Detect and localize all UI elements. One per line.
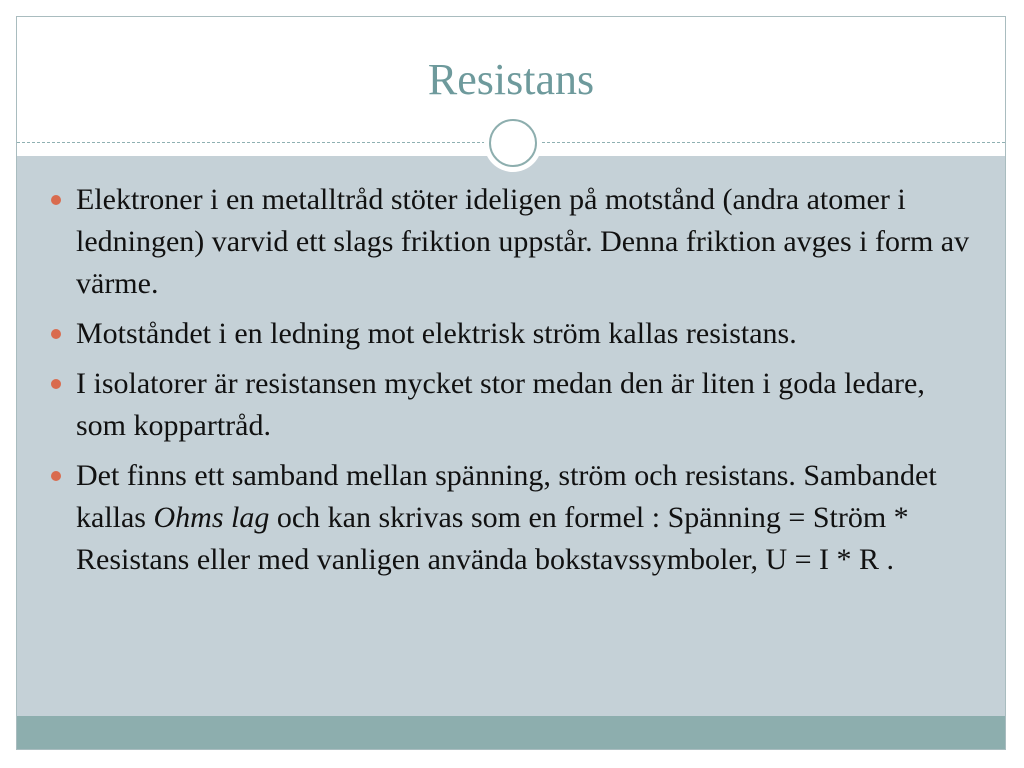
bullet-text-before: Det finns ett samband mellan spänning, ström och resistans. Sambandet kallas — [76, 459, 937, 534]
bullet-item — [51, 363, 981, 447]
bullet-item — [51, 179, 981, 305]
bullet-text: Elektroner i en metalltråd stöter ideligen på motstånd (andra atomer i ledningen) varvid ett slags friktion uppstår. Denna friktion avges i form av värme. — [76, 183, 970, 300]
bullet-dot-icon — [51, 329, 61, 339]
bullet-dot-icon — [51, 379, 61, 389]
bullet-dot-icon — [51, 195, 61, 205]
bullet-list — [51, 179, 981, 589]
slide — [16, 16, 1006, 750]
ohms-law-emphasis: Ohms lag — [153, 501, 270, 534]
bullet-dot-icon — [51, 471, 61, 481]
bullet-text-after: och kan skrivas som en formel : Spänning = Ström * Resistans eller med vanligen använda bokstavssymboler, U = I * R . — [76, 501, 909, 576]
bullet-item — [51, 455, 981, 581]
bullet-item — [51, 313, 981, 355]
bullet-text: Motståndet i en ledning mot elektrisk ström kallas resistans. — [76, 317, 797, 350]
slide-title: Resistans — [427, 55, 595, 104]
bullet-text: I isolatorer är resistansen mycket stor medan den är liten i goda ledare, som koppartråd. — [76, 367, 925, 442]
footer-band — [17, 716, 1005, 750]
ring-icon — [489, 119, 537, 167]
circle-ornament-icon — [484, 114, 542, 172]
